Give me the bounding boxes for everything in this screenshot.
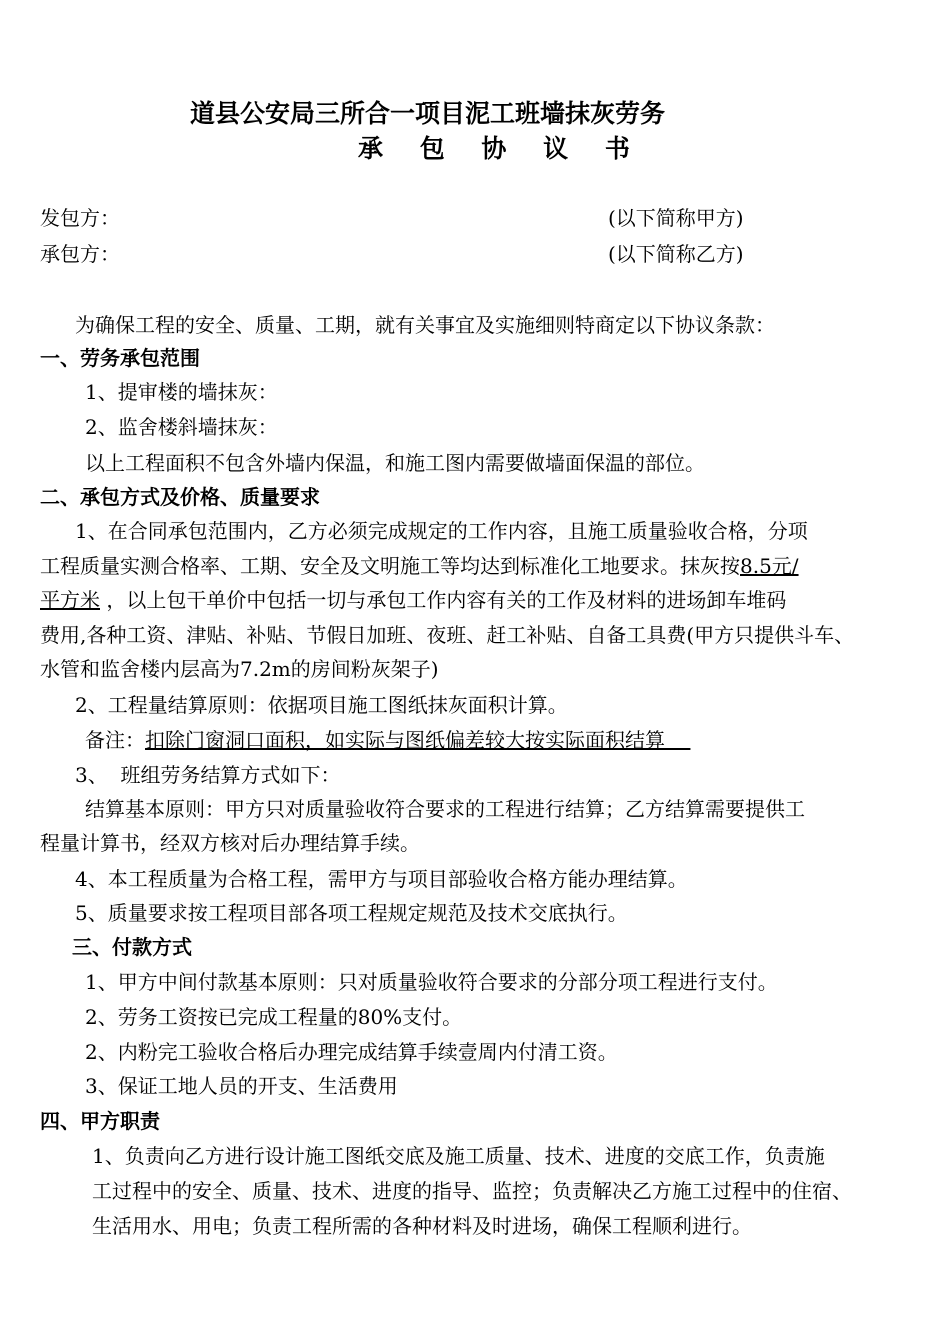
section-1-item-1: 1、提审楼的墙抹灰： [85, 380, 278, 404]
section-2-p5: 5、质量要求按工程项目部各项工程规定规范及技术交底执行。 [75, 901, 628, 925]
section-2-p2-note [85, 728, 690, 752]
note-text: 扣除门窗洞口面积，如实际与图纸偏差较大按实际面积结算 [145, 728, 691, 752]
chengbao-note: (以下简称乙方) [608, 242, 744, 266]
section-4-line-3: 生活用水、用电；负责工程所需的各种材料及时进场，确保工程顺利进行。 [92, 1214, 752, 1238]
unit-price-unit: 平方米 [40, 588, 100, 612]
section-2-p3-line-2: 程量计算书，经双方核对后办理结算手续。 [40, 831, 420, 855]
section-2-heading: 二、承包方式及价格、质量要求 [40, 485, 320, 509]
p1-line-3-text: ，以上包干单价中包括一切与承包工作内容有关的工作及材料的进场卸车堆码 [100, 588, 787, 612]
section-1-note: 以上工程面积不包含外墙内保温，和施工图内需要做墙面保温的部位。 [85, 451, 705, 475]
fabao-label: 发包方： [40, 206, 120, 230]
section-3-item-2: 2、劳务工资按已完成工程量的80%支付。 [85, 1005, 463, 1029]
section-2-p3-line-1: 结算基本原则：甲方只对质量验收符合要求的工程进行结算；乙方结算需要提供工 [85, 797, 805, 821]
section-2-p4: 4、本工程质量为合格工程，需甲方与项目部验收合格方能办理结算。 [75, 867, 688, 891]
intro-paragraph: 为确保工程的安全、质量、工期，就有关事宜及实施细则特商定以下协议条款： [75, 313, 775, 337]
section-2-p2: 2、工程量结算原则：依据项目施工图纸抹灰面积计算。 [75, 693, 568, 717]
section-4-line-2: 工过程中的安全、质量、技术、进度的指导、监控；负责解决乙方施工过程中的住宿、 [92, 1179, 852, 1203]
section-3-item-4: 3、保证工地人员的开支、生活费用 [85, 1074, 398, 1098]
title-line-2: 承 包 协 议 书 [358, 134, 644, 163]
unit-price: 8.5元/ [740, 554, 799, 578]
section-3-heading: 三、付款方式 [72, 935, 192, 959]
section-2-p1-line-1: 1、在合同承包范围内，乙方必须完成规定的工作内容，且施工质量验收合格，分项 [75, 519, 808, 543]
section-2-p1-line-4: 费用,各种工资、津贴、补贴、节假日加班、夜班、赶工补贴、自备工具费(甲方只提供斗车、 [40, 623, 855, 647]
section-3-item-1: 1、甲方中间付款基本原则：只对质量验收符合要求的分部分项工程进行支付。 [85, 970, 778, 994]
section-1-item-2: 2、监舍楼斜墙抹灰： [85, 415, 278, 439]
note-label: 备注： [85, 728, 145, 752]
section-2-p1-line-2 [40, 554, 799, 578]
section-4-line-1: 1、负责向乙方进行设计施工图纸交底及施工质量、技术、进度的交底工作，负责施 [92, 1144, 825, 1168]
fabao-note: (以下简称甲方) [608, 206, 744, 230]
section-3-item-3: 2、内粉完工验收合格后办理完成结算手续壹周内付清工资。 [85, 1040, 618, 1064]
section-1-heading: 一、劳务承包范围 [40, 346, 200, 370]
section-2-p1-line-3 [40, 588, 786, 612]
title-line-1: 道县公安局三所合一项目泥工班墙抹灰劳务 [190, 99, 666, 128]
section-2-p3: 3、 班组劳务结算方式如下： [75, 763, 341, 787]
chengbao-label: 承包方： [40, 242, 120, 266]
p1-line-2-text: 工程质量实测合格率、工期、安全及文明施工等均达到标准化工地要求。抹灰按 [40, 554, 740, 578]
section-4-heading: 四、甲方职责 [40, 1109, 160, 1133]
section-2-p1-line-5: 水管和监舍楼内层高为7.2m的房间粉灰架子) [40, 657, 439, 681]
